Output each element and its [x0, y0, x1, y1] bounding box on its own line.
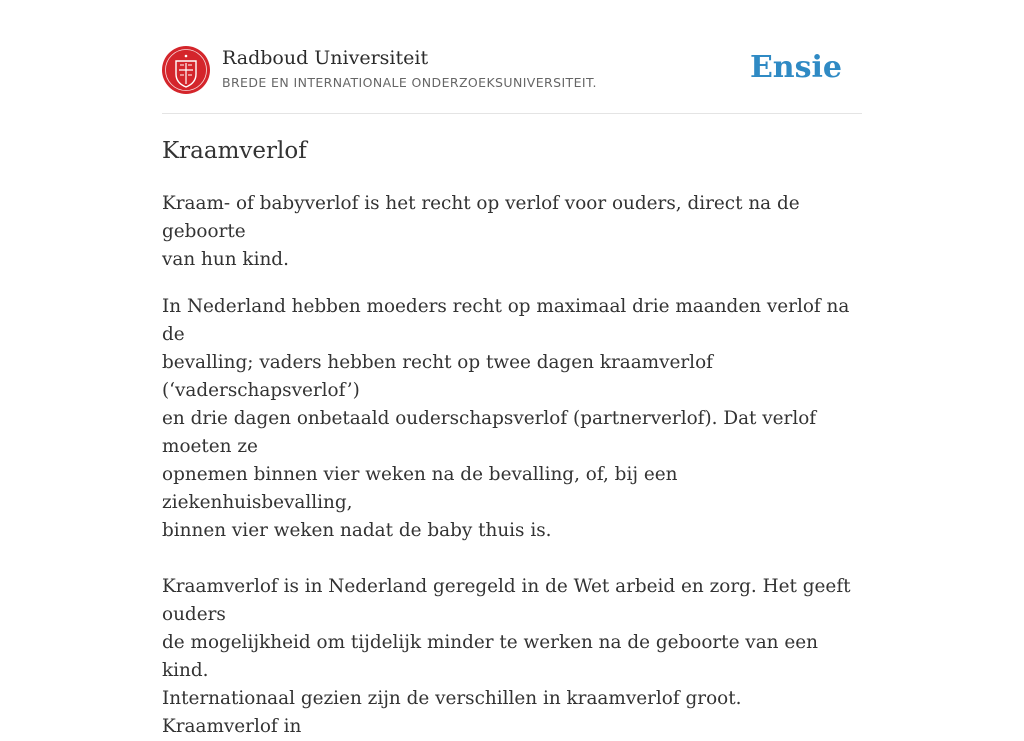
org-tagline: BREDE EN INTERNATIONALE ONDERZOEKSUNIVERSITEIT. — [222, 75, 597, 90]
radboud-seal-icon[interactable] — [162, 46, 210, 94]
text-line: Internationaal gezien zijn de verschillen in kraamverlof groot. Kraamverlof in — [162, 688, 742, 737]
text-line: In Nederland hebben moeders recht op maximaal drie maanden verlof na de — [162, 296, 850, 345]
header-divider — [162, 113, 862, 114]
text-line: opnemen binnen vier weken na de bevalling, of, bij een ziekenhuisbevalling, — [162, 464, 678, 513]
paragraph-1 — [162, 190, 862, 274]
org-name[interactable]: Radboud Universiteit — [222, 47, 429, 69]
text-line: de mogelijkheid om tijdelijk minder te werken na de geboorte van een kind. — [162, 632, 818, 681]
text-line: en drie dagen onbetaald ouderschapsverlof (partnerverlof). Dat verlof moeten ze — [162, 408, 817, 457]
text-line: binnen vier weken nadat de baby thuis is. — [162, 520, 552, 541]
paragraph-3 — [162, 573, 862, 741]
site-header — [162, 46, 862, 96]
text-line: van hun kind. — [162, 249, 289, 270]
ensie-brand-link[interactable]: Ensie — [749, 50, 842, 85]
article-title: Kraamverlof — [162, 138, 307, 164]
article-body — [162, 190, 862, 741]
text-line: Kraamverlof is in Nederland geregeld in de Wet arbeid en zorg. Het geeft ouders — [162, 576, 851, 625]
text-line: Kraam- of babyverlof is het recht op verlof voor ouders, direct na de geboorte — [162, 193, 800, 242]
text-line: bevalling; vaders hebben recht op twee dagen kraamverlof (‘vaderschapsverlof’) — [162, 352, 713, 401]
paragraph-2 — [162, 293, 862, 545]
